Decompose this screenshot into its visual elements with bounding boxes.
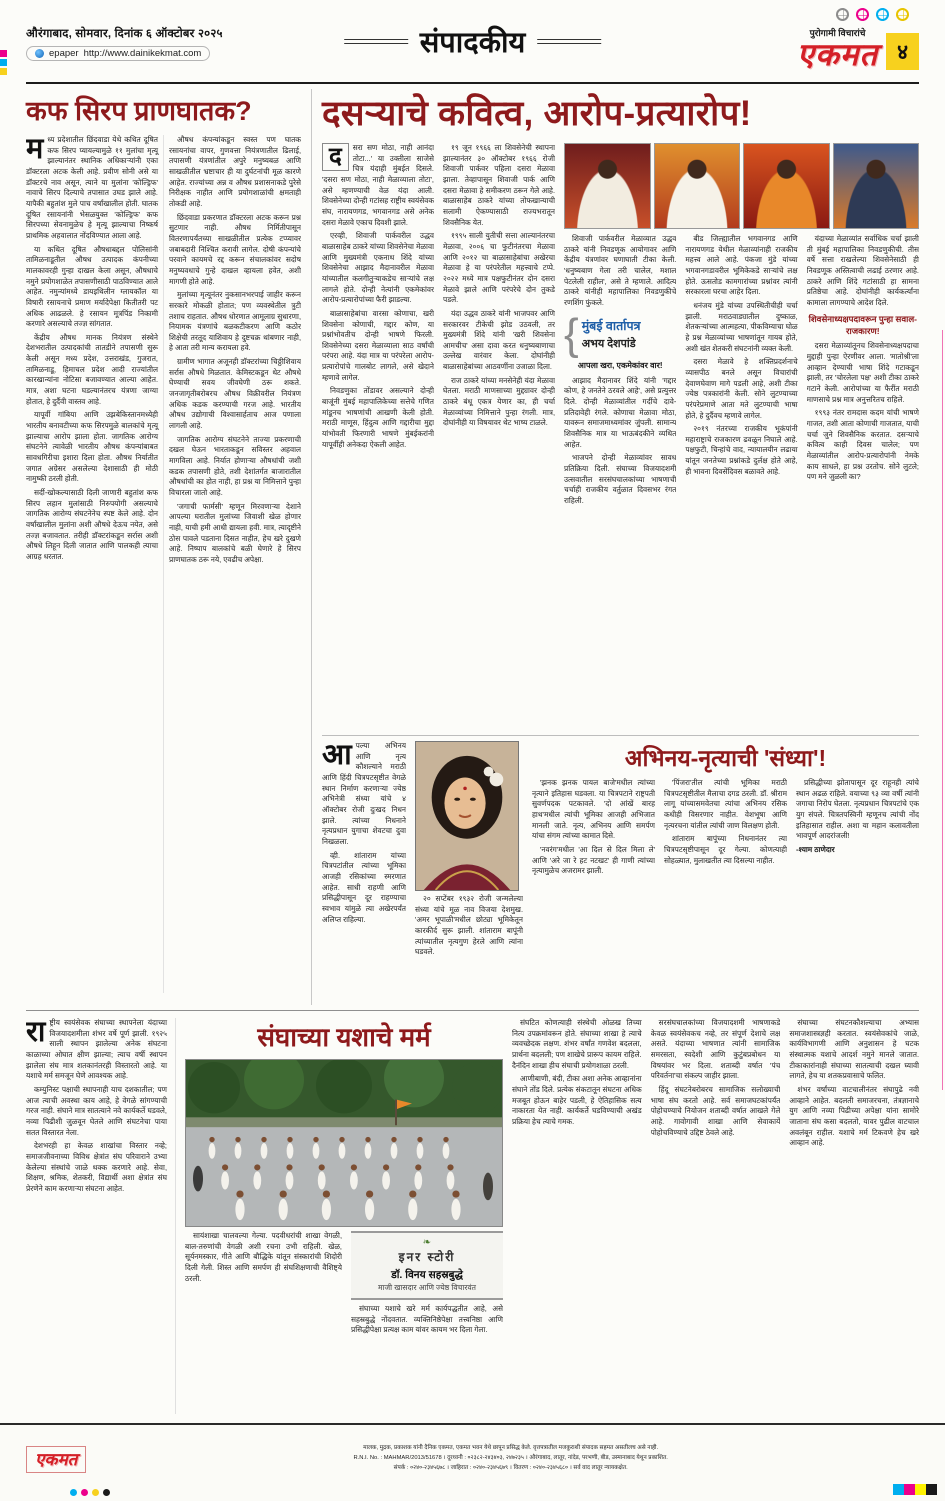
body-paragraph: हिंदू संघटनेबरोबरच सामाजिक सलोख्याची भाषा संघ करतो आहे. सर्व समाजघटकांपर्यंत पोहोचण्याचे नियोजन शताब्दी वर्षात आखले गेले आहे. गावोगावी शाखा आणि सेवाकार्ये पोहोचविण्याचे उद्दिष्ट ठेवले आहे.	[650, 1084, 781, 1137]
body-paragraph: १९९३ नंतर रामदास कदम यांची भाषणे गाजत, तशी आता कोणाची गाजतात, याची चर्चा जुने शिवसैनिक करतात. दसऱ्याचे कवित्व काही दिवस चालेल; पण मेळाव्यांतील आरोप-प्रत्यारोपांनी नेमके काय साधले, हा प्रश्न उरतोच. सोने लुटले; पण मने जुळली का?	[806, 408, 919, 482]
body-paragraph: दसरा मेळाव्यांतूनच शिवसेनाध्यक्षपदाचा मुद्दाही पुन्हा ऐरणीवर आला. 'मातोश्री'ला आव्हान देण्याची भाषा शिंदे गटाकडून झाली, तर 'चोरलेला पक्ष' अशी टीका ठाकरे गटाने केली. आरोपांच्या या फैरींत मराठी माणसाचे प्रश्न मात्र अनुत्तरितच राहिले.	[806, 341, 919, 404]
right-column-stack	[322, 89, 919, 1005]
body-paragraph: ग्रामीण भागात अजूनही डॉक्टरांच्या चिठ्ठीशिवाय सर्रास औषधे मिळतात. केमिस्टकडून थेट औषधे घेण्याची सवय जीवघेणी ठरू शकते. जनजागृतीबरोबरच औषध विक्रीवरील नियंत्रण अधिक कडक करण्याची गरज आहे. भारतीय औषध उद्योगाची विश्वासार्हताच आज पणाला लागली आहे.	[169, 357, 301, 431]
cough-headline: कफ सिरप प्राणघातक?	[26, 96, 252, 126]
sangh-colA-paragraphs	[26, 1085, 167, 1195]
page-footer	[0, 1423, 945, 1501]
march-photo	[185, 1059, 503, 1227]
body-paragraph: १९ जून १९६६ ला शिवसेनेची स्थापना झाल्यानंतर ३० ऑक्टोबर १९६६ रोजी शिवाजी पार्कवर पहिला दसरा मेळावा झाला. तेव्हापासून शिवाजी पार्क आणि दसरा मेळावा हे समीकरण ठरून गेले आहे. बाळासाहेब ठाकरे यांच्या तोफखान्याची सलामी ऐकण्यासाठी राज्यभरातून शिवसैनिक येत.	[443, 143, 555, 227]
body-paragraph: आणीबाणी, बंदी, टीका अशा अनेक आव्हानांना संघाने तोंड दिले. प्रत्येक संकटातून संघटना अधिक मजबूत होऊन बाहेर पडली, हे ऐतिहासिक सत्य नाकारता येत नाही. कार्यकर्ते घडविण्याची अखंड प्रक्रिया हेच त्याचे गमक.	[512, 1074, 642, 1126]
masthead	[797, 26, 919, 70]
masthead-brand: एकमत	[796, 37, 879, 72]
body-paragraph: संघाच्या संघटनकौशल्याचा अभ्यास समाजशास्त्रज्ञही करतात. स्वयंसेवकांचे जाळे, कार्यविभागणी आणि अनुशासन हे घटक संस्थात्मक यशाचे आदर्श नमुने मानले जातात. टीकाकारांनाही संघाच्या सातत्याची दखल घ्यावी लागते, हेच या शतकप्रवासाचे फलित.	[789, 1018, 920, 1081]
body-paragraph: २० सप्टेंबर १९३२ रोजी जन्मलेल्या संध्या यांचे मूळ नाव विजया देशमुख. 'अमर भूपाळी'मधील छोट्या भूमिकेतून कारकीर्द सुरू झाली. शांताराम बापूंनी त्यांच्यातील नृत्यगुण हेरले आणि त्यांना घडवले.	[415, 894, 523, 957]
leaf-icon: ❧	[422, 1237, 432, 1248]
sandhya-colA-paragraphs	[322, 851, 406, 926]
dasara-column-4	[685, 234, 797, 731]
politician-photo-3	[743, 143, 830, 229]
politician-photo-2	[654, 143, 741, 229]
actress-portrait-photo	[415, 741, 519, 891]
sandhya-colB-paragraphs	[415, 894, 523, 958]
sangh-center-area	[185, 1018, 503, 1414]
imprint-line-1: मालक, मुद्रक, प्रकाशक यांनी दैनिक एकमत, एकमत भवन येथे छापून प्रसिद्ध केले. वृत्तपत्रातील मजकुराशी संपादक सहमत असतीलच असे नाही.	[363, 1445, 659, 1452]
dasara-col3-post	[564, 376, 676, 507]
body-paragraph: दसरा मेळावे हे शक्तिप्रदर्शनाचे व्यासपीठ बनले असून विचारांची देवाणघेवाण मागे पडली आहे, अशी टीका ज्येष्ठ पत्रकारांनी केली. सोने लुटण्याच्या परंपरेप्रमाणे आता मते लुटण्याची भाषा होते, हे दुर्दैवच म्हणावे लागेल.	[685, 357, 798, 420]
dasara-headline: दसऱ्याचे कवित्व, आरोप-प्रत्यारोप!	[322, 94, 752, 133]
article-cough-syrup	[26, 89, 312, 1005]
sandhya-headline: अभिनय-नृत्याची 'संध्या'!	[624, 745, 827, 771]
dasara-column-1	[322, 143, 434, 731]
title-rule-left	[344, 39, 408, 44]
footer-registration-dots	[70, 1489, 110, 1496]
sangh-headline: संघाच्या यशाचे मर्म	[257, 1022, 431, 1052]
body-paragraph: व्ही. शांताराम यांच्या चित्रपटांतील त्यांच्या भूमिका आजही रसिकांच्या स्मरणात आहेत. साधी राहणी आणि प्रसिद्धीपासून दूर राहण्याचा स्वभाव यांमुळे त्या अखेरपर्यंत अलिप्त राहिल्या.	[322, 850, 406, 924]
section-title: संपादकीय	[419, 27, 526, 59]
byline: -श्याम ठाणेदार	[796, 844, 835, 854]
politician-photo-strip	[564, 143, 919, 229]
sandhya-right-area	[532, 741, 919, 1005]
color-bar-black	[926, 1484, 937, 1495]
dasara-col3-pre	[564, 234, 676, 309]
imprint-line-3: संपर्क : ०२४०-२३४५६७८ । जाहिरात : ०२४०-२३४५६७९ । वितरण : ०२४०-२३४५६८० । सर्व वाद लातूर न्यायकक्षेत.	[393, 1464, 628, 1471]
cough-body	[26, 135, 301, 993]
bleed-mark-line	[942, 330, 943, 1090]
dot-black-icon	[103, 1489, 110, 1496]
lead-paragraph: मध्य प्रदेशातील छिंदवाडा येथे कथित दूषित कफ सिरप प्यायल्यामुळे ११ मुलांचा मृत्यू झाल्यानंतर स्थानिक अधिकाऱ्यांनी एका डॉक्टरला अटक केली आहे. प्रवीण सोनी असे या डॉक्टरचे नाव असून, त्याने या मुलांना 'कोल्ड्रिफ' नावाचे सिरप दिल्याचे तपासात उघड झाले आहे. यापैकी बहुतांश मुले पाच वर्षांखालील होती. घातक दूषित रसायनांनी भेसळयुक्त 'कोल्ड्रिफ' कफ सिरपच्या सेवनामुळेच हे मृत्यू झाल्याचा निष्कर्ष प्राथमिक अहवालात नोंदविण्यात आला आहे.	[26, 135, 158, 240]
body-paragraph: औषध कंपन्यांकडून स्वस्त पण घातक रसायनांचा वापर, गुणवत्ता नियंत्रणातील ढिलाई, तपासणी यंत्रणांतील अपुरे मनुष्यबळ आणि साखळीतील भ्रष्टाचार ही या दुर्घटनांची मूळ कारणे आहेत. राज्यांच्या अन्न व औषध प्रशासनाकडे पुरेसे निरीक्षक नाहीत आणि प्रयोगशाळांची क्षमताही तोकडी आहे.	[169, 135, 301, 208]
body-paragraph: शंभर वर्षांच्या वाटचालीनंतर संघापुढे नवी आव्हाने आहेत. बदलती समाजरचना, तंत्रज्ञानाचे युग आणि नव्या पिढीच्या अपेक्षा यांना सामोरे जाताना संघ कसा बदलतो, यावर पुढील वाटचाल अवलंबून राहील. यशाचे मर्म टिकवणे हेच खरे आव्हान आहे.	[789, 1084, 920, 1148]
body-paragraph: बीड जिल्ह्यातील भगवानगड आणि नारायणगड येथील मेळाव्यांनाही राजकीय महत्त्व आले आहे. पंकजा मुंडे यांच्या भगवानगडावरील भूमिकेकडे साऱ्यांचे लक्ष होते. ऊसतोड कामगारांच्या प्रश्नांवर त्यांनी सरकारला घरचा आहेर दिला.	[685, 234, 798, 297]
dot-cyan-icon	[70, 1489, 77, 1496]
body-paragraph: 'झनक झनक पायल बाजे'मधील त्यांच्या नृत्याने इतिहास घडवला. या चित्रपटाने राष्ट्रपती सुवर्णपदक पटकावले. 'दो आंखें बारह हाथ'मधील त्यांची भूमिका आजही अभिजात मानली जाते. नृत्य, अभिनय आणि समर्पण यांचा संगम त्यांच्या कामात दिसे.	[532, 778, 655, 841]
body-paragraph: या कथित दूषित औषधाबद्दल पोलिसांनी तामिळनाडूतील औषध उत्पादक कंपनीच्या मालकावरही गुन्हा दाखल केला असून, औषधाचे नमुने प्रयोगशाळेत तपासणीसाठी पाठविण्यात आले आहेत. नमुन्यांमध्ये डायइथिलीन ग्लायकॉल या विषारी रसायनाचे प्रमाण मर्यादेपेक्षा कितीतरी पट अधिक आढळले. हे रसायन मूत्रपिंड निकामी करणारे असल्याचे तज्ज्ञ सांगतात.	[26, 244, 158, 329]
sandhya-column-d	[664, 778, 787, 1005]
inner-story-role: माजी खासदार आणि ज्येष्ठ विचारवंत	[377, 1283, 477, 1292]
sandhya-column-a	[322, 741, 406, 1005]
body-paragraph: कम्युनिस्ट पक्षाची स्थापनाही याच दशकातील; पण आज त्याची अवस्था काय आहे, हे वेगळे सांगण्याची गरज नाही. संघाने मात्र सातत्याने नवे कार्यकर्ते घडवले, नव्या पिढीशी जुळवून घेतले आणि संघटनेचा पाया सतत विस्तारत नेला.	[26, 1084, 167, 1137]
brace-icon: {	[564, 309, 579, 359]
sangh-subR-paragraphs	[351, 1304, 503, 1336]
body-paragraph: 'जगाची फार्मसी' म्हणून मिरवणाऱ्या देशाने आपल्या घरातील मुलांच्या जिवाशी खेळ होणार नाही, याची हमी आधी द्यायला हवी. मात्र, त्यादृष्टीने ठोस पावले पडताना दिसत नाहीत, हेच खरे दुखणे आहे. निष्पाप बालकांचे बळी घेणारे हे सिरप प्राणघातक ठरू नये, एवढीच अपेक्षा.	[169, 501, 301, 564]
epaper-label: epaper	[49, 48, 79, 59]
section-title-wrap	[344, 22, 602, 61]
sandhya-column-c	[532, 778, 655, 1005]
lead-paragraph: द सरा सण मोठा, नाही आनंदा तोटा...' या उक्तीला साजेसे चित्र यंदाही मुंबईत दिसले. 'दसरा सण मोठा, नाही मेळाव्याला तोटा', असे म्हणण्याची वेळ यंदा आली. शिवसेनेच्या दोन्ही गटांसह राष्ट्रीय स्वयंसेवक संघ, नारायणगड, भगवानगड असे अनेक दसरा मेळावे एकाच दिवशी झाले.	[322, 143, 434, 227]
epaper-url[interactable]: http://www.dainikekmat.com	[83, 48, 202, 59]
header-left	[26, 26, 223, 63]
body-paragraph: यंदा उद्धव ठाकरे यांनी भाजपवर आणि सरकारवर टीकेची झोड उठवली, तर मुख्यमंत्री शिंदे यांनी 'खरी शिवसेना आमचीच' असा दावा करत धनुष्यबाणाचा उल्लेख वारंवार केला. दोघांनीही बाळासाहेबांच्या आठवणींना उजाळा दिला.	[443, 308, 555, 372]
dasara-column-3	[564, 234, 676, 731]
body-paragraph: शांताराम बापूंच्या निधनानंतर त्या चित्रपटसृष्टीपासून दूर गेल्या. कोणत्याही सोहळ्यात, मुलाखतीत त्या दिसल्या नाहीत.	[664, 834, 787, 865]
body-paragraph: मुलांच्या मृत्यूनंतर नुकसानभरपाई जाहीर करून सरकारे मोकळी होतात; पण व्यवस्थेतील त्रुटी तशाच राहतात. औषध धोरणात आमूलाग्र सुधारणा, नियामक यंत्रणांचे बळकटीकरण आणि कठोर शिक्षेची तरतूद याशिवाय हे दुष्टचक्र थांबणार नाही, हे आता तरी मान्य करायला हवे.	[169, 290, 301, 353]
color-bar-yellow	[915, 1484, 926, 1495]
dropcap: म	[26, 135, 44, 165]
dasara-column-5	[807, 234, 919, 731]
body-paragraph: सर्दी-खोकल्यासाठी दिली जाणारी बहुतांश कफ सिरप लहान मुलांसाठी निरुपयोगी असल्याचे जागतिक आरोग्य संघटनेनेच स्पष्ट केले आहे. दोन वर्षांखालील मुलांना अशी औषधे देऊच नयेत, असे तज्ज्ञ बजावतात. तरीही डॉक्टरांकडून सर्रास अशी औषधे लिहून दिली जातात आणि पालकही त्याचा आग्रह धरतात.	[26, 488, 158, 561]
sangh-column-a	[26, 1018, 176, 1414]
body-paragraph: १९९५ साली युतीची सत्ता आल्यानंतरचा मेळावा, २००६ चा फुटीनंतरचा मेळावा आणि २०१२ चा बाळासाहेबांचा अखेरचा मेळावा हे या परंपरेतील महत्त्वाचे टप्पे. २०२२ मध्ये मात्र पक्षफुटीनंतर दोन दसरा मेळावे झाले आणि परंपरेचे दोन तुकडे पडले.	[443, 231, 555, 305]
dropcap: द	[322, 143, 349, 171]
body-paragraph: निवडणुका तोंडावर असल्याने दोन्ही बाजूंनी मुंबई महापालिकेच्या सत्तेचे गणित मांडूनच भाषणांची आखणी केली होती. मराठी माणूस, हिंदुत्व आणि गद्दारीचा मुद्दा यांभोवती फिरणारी भाषणे मुंबईकरांनी यापूर्वीही अनेकदा ऐकली आहेत.	[322, 386, 434, 449]
dasara-lower-columns	[564, 234, 919, 731]
mumbai-box-title: मुंबई वार्तापत्र	[581, 319, 641, 334]
red-crosshead: शिवसेनाध्यक्षपदावरून पुन्हा सवाल-राजकारण!	[808, 313, 918, 336]
body-paragraph: सायंशाखा चालवल्या गेल्या. पदवीधरांची शाखा वेगळी, बाल-तरुणांची वेगळी अशी रचना उभी राहिली. खेळ, सूर्यनमस्कार, गीते आणि बौद्धिके यांतून संस्कारांची शिदोरी दिली गेली. शिस्त आणि समर्पण ही संघशिक्षणाची वैशिष्ट्ये ठरली.	[185, 1231, 342, 1283]
sandhya-column-b	[415, 741, 523, 1005]
sandhya-column-e	[796, 778, 919, 1005]
sangh-column-c	[512, 1018, 642, 1414]
dateline: औरंगाबाद, सोमवार, दिनांक ६ ऑक्टोबर २०२५	[26, 28, 223, 40]
mumbai-letter-box	[564, 309, 676, 359]
page-header	[0, 0, 945, 82]
sangh-sub-left	[185, 1231, 342, 1414]
dasara-col1-paragraphs	[322, 231, 434, 450]
inner-story-author: डॉ. विनय सहस्रबुद्धे	[391, 1269, 463, 1281]
article-sangh	[26, 1010, 919, 1414]
cmyk-color-bar	[893, 1484, 937, 1495]
body-paragraph: भाजपने दोन्ही मेळाव्यांवर सावध प्रतिक्रिया दिली. संघाच्या विजयादशमी उत्सवातील सरसंघचालकांच्या भाषणाची चर्चाही राजकीय वर्तुळात दिवसभर रंगत राहिली.	[564, 453, 677, 505]
sangh-column-d	[651, 1018, 781, 1414]
footer-brand-logo: एकमत	[26, 1446, 86, 1473]
imprint-line-2: R.N.I. No. : MAHMAR/2013/51678 । दूरध्वनी : ०२३८२-२४३४०३, २४७२३५ । औरंगाबाद, लातूर, नांदेड, परभणी, बीड, उस्मानाबाद येथून प्रकाशित.	[353, 1455, 668, 1462]
sangh-sub-right	[351, 1231, 503, 1414]
dasara-right-area	[564, 143, 919, 731]
article-sandhya	[322, 735, 919, 1005]
dasara-col5-post	[807, 341, 919, 483]
bold-crosshead: आपला खरा, एकमेकांवर वार!	[577, 361, 663, 371]
color-bar-magenta	[904, 1484, 915, 1495]
epaper-link[interactable]	[26, 46, 210, 61]
dot-magenta-icon	[81, 1489, 88, 1496]
politician-photo-1	[564, 143, 651, 229]
dot-yellow-icon	[92, 1489, 99, 1496]
inner-story-box	[351, 1231, 503, 1300]
inner-story-label: इनर स्टोरी	[398, 1250, 456, 1264]
body-paragraph: २०१९ नंतरच्या राजकीय भूकंपांनी महाराष्ट्राचे राजकारण ढवळून निघाले आहे. पक्षफुटी, चिन्हांचे वाद, न्यायालयीन लढाया यांतून जनतेच्या प्रश्नांकडे दुर्लक्ष होते आहे, ही भावना दिवसेंदिवस बळावते आहे.	[685, 424, 798, 476]
sandhya-colE-paragraphs	[796, 778, 919, 842]
main-content	[26, 89, 919, 1005]
dropcap: रा	[26, 1018, 46, 1048]
dropcap: आ	[322, 741, 352, 771]
sangh-column-e	[789, 1018, 919, 1414]
page-number-badge: ४	[886, 33, 919, 70]
dasara-body	[322, 143, 919, 731]
article-dasara	[322, 89, 919, 731]
body-paragraph: संघटित कोणत्याही संस्थेची ओळख तिच्या नित्य उपक्रमांवरून होते. संघाच्या शाखा हे त्याचे व्यवच्छेदक लक्षण. शंभर वर्षांत गणवेश बदलला, प्रार्थना बदलली; पण शाखेचे प्रारूप कायम राहिले. दैनंदिन शाखा हीच संघाची प्रयोगशाळा ठरली.	[512, 1018, 642, 1070]
title-rule-right	[537, 39, 601, 44]
footer-imprint	[102, 1444, 919, 1474]
politician-photo-4	[833, 143, 920, 229]
body-paragraph: एरव्ही, शिवाजी पार्कवरील उद्धव बाळासाहेब ठाकरे यांच्या शिवसेनेचा मेळावा आणि मुख्यमंत्री एकनाथ शिंदे यांच्या शिवसेनेचा आझाद मैदानावरील मेळावा यांच्यातील कलगीतुऱ्याकडेच साऱ्यांचे लक्ष लागले होते. दोन्ही नेत्यांनी एकमेकांवर आरोप-प्रत्यारोपांच्या फैरी झाडल्या.	[322, 231, 434, 305]
masthead-tagline: पुरोगामी विचारांचे	[809, 28, 866, 38]
masthead-text	[797, 26, 878, 70]
body-paragraph: संघाच्या यशाचे खरे मर्म कार्यपद्धतीत आहे, असे सहस्रबुद्धे नोंदवतात. व्यक्तिनिष्ठेपेक्षा तत्त्वनिष्ठा आणि प्रसिद्धीपेक्षा प्रत्यक्ष काम यांवर कायम भर दिला गेला.	[351, 1304, 503, 1335]
body-paragraph: आझाद मैदानावर शिंदे यांनी 'गद्दार कोण, हे जनतेने ठरवले आहे', असे प्रत्युत्तर दिले. दोन्ही मेळाव्यांतील गर्दीचे दावे-प्रतिदावेही रंगले. कोणाचा मेळावा मोठा, यावरून समाजमाध्यमांवर जुंपली. सामान्य शिवसैनिक मात्र या भाऊबंदकीने व्यथित आहेत.	[564, 375, 677, 449]
header-divider	[26, 82, 919, 84]
body-paragraph: 'पिंजरा'तील त्यांची भूमिका मराठी चित्रपटसृष्टीतील मैलाचा दगड ठरली. डॉ. श्रीराम लागू यांच्यासमवेतचा त्यांचा अभिनय रसिक कधीही विसरणार नाहीत. वेशभूषा आणि नृत्यरचना यांतील त्यांची जाण विलक्षण होती.	[664, 778, 787, 830]
dasara-column-2	[443, 143, 555, 731]
sandhya-columns	[532, 778, 919, 1005]
color-bar-cyan	[893, 1484, 904, 1495]
body-paragraph: 'नवरंग'मधील 'आ दिल से दिल मिला ले' आणि 'अरे जा रे हट नटखट' ही गाणी त्यांच्या नृत्यामुळेच अजरामर झाली.	[532, 844, 655, 876]
body-paragraph: राज ठाकरे यांच्या मनसेनेही यंदा मेळावा घेतला. मराठी माणसाच्या मुद्द्यावर दोन्ही ठाकरे बंधू एकत्र येणार का, ही चर्चा मेळाव्यांच्या निमित्ताने पुन्हा रंगली. मात्र, दोघांनीही या विषयावर थेट भाष्य टाळले.	[443, 375, 555, 428]
body-paragraph: छिंदवाडा प्रकरणात डॉक्टरला अटक करून प्रश्न सुटणार नाही. औषध निर्मितीपासून वितरणापर्यंतच्या साखळीतील प्रत्येक टप्प्यावर जबाबदारी निश्चित करावी लागेल. दोषी कंपन्यांचे परवाने कायमचे रद्द करून संचालकांवर सदोष मनुष्यवधाचे गुन्हे दाखल व्हायला हवेत, अशी मागणी होते आहे.	[169, 212, 301, 286]
body-paragraph: देशभरही हा केवळ शाखांचा विस्तार नव्हे; समाजजीवनाच्या विविध क्षेत्रांत संघ परिवाराने उभ्या केलेल्या संस्थांचे जाळे थक्क करणारे आहे. सेवा, शिक्षण, श्रमिक, शेतकरी, विद्यार्थी अशा क्षेत्रांत संघ प्रेरणेने काम करणाऱ्या संघटना आहेत.	[26, 1141, 167, 1193]
body-paragraph: केंद्रीय औषध मानक नियंत्रण संस्थेने देशभरातील उत्पादकांची तातडीने तपासणी सुरू केली असून मध्य प्रदेश, उत्तराखंड, गुजरात, तामिळनाडू, हिमाचल प्रदेश आदी राज्यांतील कारखान्यांना नोटिसा बजावण्यात आल्या आहेत. मात्र, अशा घटना घडल्यानंतरच यंत्रणा जाग्या होतात, हे दुर्दैवी वास्तव आहे.	[26, 332, 158, 406]
lead-paragraph: आपल्या अभिनय आणि नृत्य कौशल्याने मराठी आणि हिंदी चित्रपटसृष्टीत वेगळे स्थान निर्माण करणाऱ्या ज्येष्ठ अभिनेत्री संध्या यांचे ४ ऑक्टोबर रोजी दुःखद निधन झाले. त्यांच्या निधनाने नृत्यप्रधान युगाचा शेवटचा दुवा निखळला.	[322, 741, 406, 846]
body-paragraph: धनंजय मुंडे यांच्या उपस्थितीचीही चर्चा झाली. मराठवाड्यातील दुष्काळ, शेतकऱ्यांच्या आत्महत्या, पीकविम्याचा घोळ हे प्रश्न मेळाव्यांच्या भाषणांतून गायब होते, अशी खंत शेतकरी संघटनांनी व्यक्त केली.	[685, 300, 798, 353]
body-paragraph: यापूर्वी गांबिया आणि उझबेकिस्तानमध्येही भारतीय बनावटीच्या कफ सिरपमुळे बालकांचे मृत्यू झाल्याचा आरोप झाला होता. जागतिक आरोग्य संघटनेने त्यावेळी भारतीय औषध कंपन्यांबाबत सावधगिरीचा इशारा दिला होता. औषध निर्यातीत जगात अग्रेसर असलेल्या देशासाठी ही मोठी नामुष्की ठरली होती.	[26, 410, 158, 484]
mumbai-box-author: अभय देशपांडे	[581, 338, 636, 351]
body-paragraph: यंदाच्या मेळाव्यांत सर्वाधिक चर्चा झाली ती मुंबई महापालिका निवडणुकीची. तीस वर्षे सत्ता राखलेल्या शिवसेनेसाठी ही निवडणूक अस्तित्वाची लढाई ठरणार आहे. ठाकरे आणि शिंदे गटांसाठी हा सामना प्रतिष्ठेचा आहे. दोघांनीही कार्यकर्त्यांना कामाला लागण्याचे आदेश दिले.	[806, 234, 919, 307]
sangh-center-lower	[185, 1231, 503, 1414]
body-paragraph: बाळासाहेबांचा वारसा कोणाचा, खरी शिवसेना कोणाची, गद्दार कोण, या प्रश्नांभोवतीच दोन्ही भाषणे फिरली. शिवसेनेच्या दसरा मेळाव्याला साठ वर्षांची परंपरा आहे. यंदा मात्र या परंपरेला आरोप-प्रत्यारोपांचे गालबोट लागले, असे खेदाने म्हणावे लागेल.	[322, 308, 434, 382]
body-paragraph: सरसंघचालकांच्या विजयादशमी भाषणाकडे केवळ स्वयंसेवकच नव्हे, तर संपूर्ण देशाचे लक्ष असते. यंदाच्या भाषणात त्यांनी सामाजिक समरसता, स्वदेशी आणि कुटुंबप्रबोधन या विषयांवर भर दिला. शताब्दी वर्षात 'पंच परिवर्तना'चा संकल्प जाहीर झाला.	[650, 1018, 781, 1081]
body-paragraph: प्रसिद्धीच्या झोतापासून दूर राहूनही त्यांचे स्थान अढळ राहिले. वयाच्या ९३ व्या वर्षी त्यांनी जगाचा निरोप घेतला. नृत्यप्रधान चित्रपटांचे एक युग संपले. चित्रतपस्विनी म्हणूनच त्यांची नोंद इतिहासात राहील. अशा या महान कलावतीला भावपूर्ण आदरांजली!	[796, 778, 919, 841]
dasara-col5-pre	[807, 234, 919, 309]
body-paragraph: जागतिक आरोग्य संघटनेने ताज्या प्रकरणाची दखल घेऊन भारताकडून सविस्तर अहवाल मागविला आहे. निर्यात होणाऱ्या औषधांची जशी कडक तपासणी होते, तशी देशांतर्गत बाजारातील औषधांची का होत नाही, हा प्रश्न या निमित्ताने पुन्हा विचारला जातो आहे.	[169, 434, 301, 497]
lead-paragraph: राष्ट्रीय स्वयंसेवक संघाच्या स्थापनेला यंदाच्या विजयादशमीला शंभर वर्षे पूर्ण झाली. १९२५ साली स्थापन झालेल्या अनेक संघटना काळाच्या ओघात क्षीण झाल्या; त्याच वर्षी स्थापन झालेला संघ मात्र शतकानंतरही विस्तारतो आहे. या यशाचे मर्म समजून घेणे आवश्यक आहे.	[26, 1018, 167, 1081]
body-paragraph: शिवाजी पार्कवरील मेळाव्यात उद्धव ठाकरे यांनी निवडणूक आयोगावर आणि केंद्रीय यंत्रणांवर घणाघाती टीका केली. 'धनुष्यबाण गेला तरी चालेल, मशाल पेटलेली राहील', असे ते म्हणाले. आदित्य ठाकरे यांनीही महापालिका निवडणुकीचे रणशिंग फुंकले.	[564, 234, 677, 307]
globe-icon	[35, 49, 44, 58]
